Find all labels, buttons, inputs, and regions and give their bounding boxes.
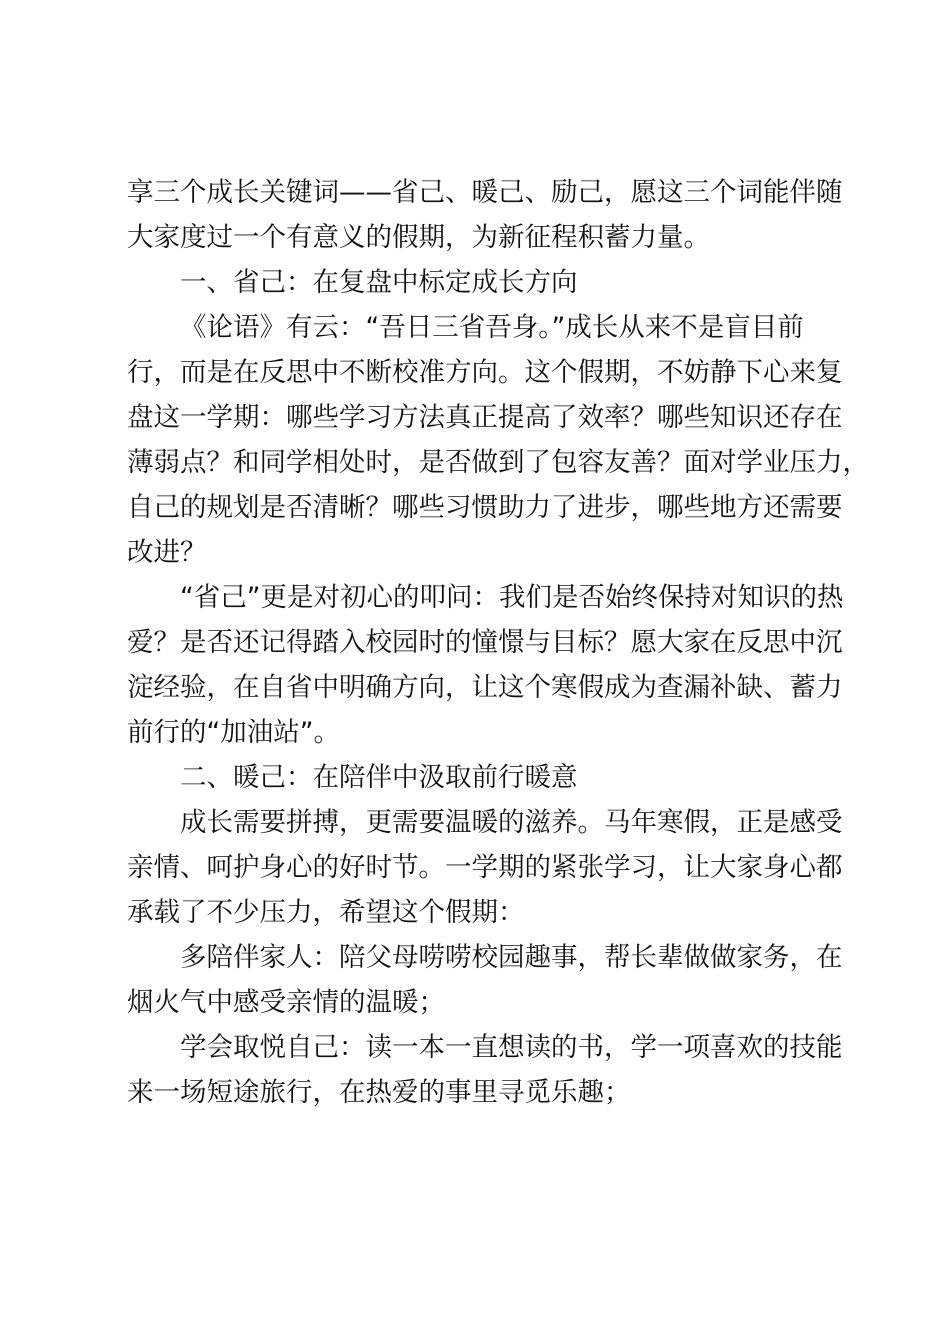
paragraph-line: 烟火气中感受亲情的温暖；	[127, 987, 445, 1018]
paragraph-line: 爱？是否还记得踏入校园时的憧憬与目标？愿大家在反思中沉	[127, 627, 843, 658]
paragraph-line: 成长需要拼搏，更需要温暖的滋养。马年寒假，正是感受	[180, 807, 843, 838]
paragraph-line: 享三个成长关键词——省己、暖己、励己，愿这三个词能伴随	[127, 177, 843, 208]
paragraph-line: 多陪伴家人：陪父母唠唠校园趣事，帮长辈做做家务，在	[180, 942, 843, 973]
paragraph-line: 前行的“加油站”。	[127, 717, 340, 748]
paragraph-line: 《论语》有云：“吾日三省吾身。”成长从来不是盲目前	[180, 312, 804, 343]
paragraph-line: “省己”更是对初心的叩问：我们是否始终保持对知识的热	[180, 582, 844, 613]
paragraph-line: 学会取悦自己：读一本一直想读的书，学一项喜欢的技能	[180, 1032, 843, 1063]
paragraph-line: 承载了不少压力，希望这个假期：	[127, 897, 525, 928]
document-body	[127, 170, 869, 1115]
paragraph-line: 行，而是在反思中不断校准方向。这个假期，不妨静下心来复	[127, 357, 843, 388]
paragraph-line: 亲情、呵护身心的好时节。一学期的紧张学习，让大家身心都	[127, 852, 843, 883]
paragraph-line: 自己的规划是否清晰？哪些习惯助力了进步，哪些地方还需要	[127, 492, 843, 523]
section-heading: 一、省己：在复盘中标定成长方向	[180, 267, 578, 298]
section-heading: 二、暖己：在陪伴中汲取前行暖意	[180, 762, 578, 793]
paragraph-line: 淀经验，在自省中明确方向，让这个寒假成为查漏补缺、蓄力	[127, 672, 843, 703]
paragraph-line: 来一场短途旅行，在热爱的事里寻觅乐趣；	[127, 1077, 631, 1108]
paragraph-line: 大家度过一个有意义的假期，为新征程积蓄力量。	[127, 222, 710, 253]
paragraph-line: 盘这一学期：哪些学习方法真正提高了效率？哪些知识还存在	[127, 402, 843, 433]
paragraph-line: 薄弱点？和同学相处时，是否做到了包容友善？面对学业压力，	[127, 447, 869, 478]
paragraph-line: 改进？	[127, 537, 207, 568]
